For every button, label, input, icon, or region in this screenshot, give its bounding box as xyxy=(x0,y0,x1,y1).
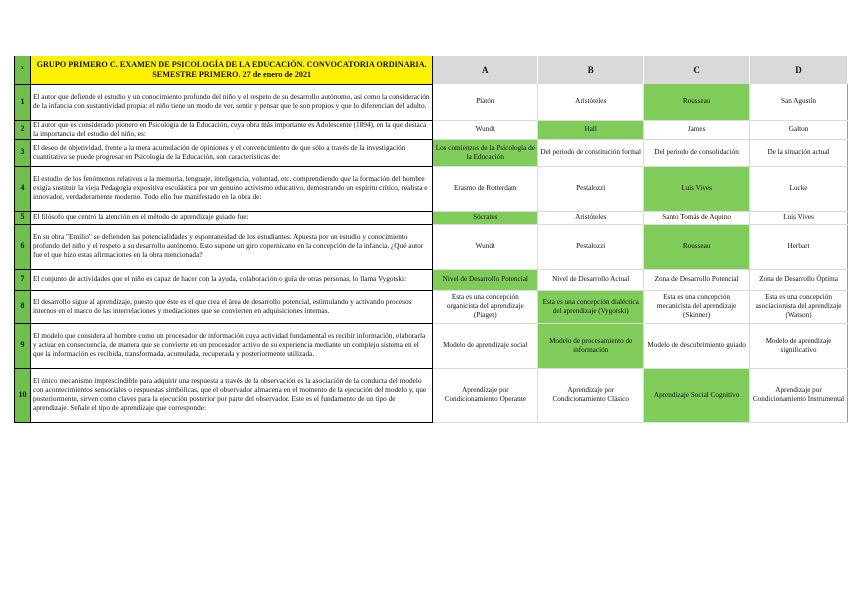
question-row xyxy=(15,224,848,269)
exam-title: GRUPO PRIMERO C. EXAMEN DE PSICOLOGÍA DE LA EDUCACIÓN. CONVOCATORIA ORDINARIA. SEMESTRE PRIMERO. 27 de enero de 2021 xyxy=(30,56,432,84)
question-text: En su obra "Emilio" se defienden las potencialidades y espontaneidad de los estudiantes. Apuesta por un estudio y conocimiento profundo del niño y el respeto a su desarrollo autónomo. Esto supone un giro copernicano en la concepción de la infancia. ¿Qué autor fue el que hizo estas afirmaciones en la obra mencionada? xyxy=(30,224,432,269)
answer-option-c: Santo Tomás de Aquino xyxy=(644,211,750,224)
answer-option-d: Luis Vives xyxy=(750,211,848,224)
answer-option-a: Nivel de Desarrollo Potencial xyxy=(433,269,538,290)
answer-option-d: Zona de Desarrollo Óptima xyxy=(750,269,848,290)
question-row xyxy=(15,166,848,211)
question-row xyxy=(15,120,848,139)
answer-option-d: Galton xyxy=(750,120,848,139)
question-row xyxy=(15,290,848,323)
question-number: 8 xyxy=(15,290,31,323)
question-text: El autor que defiende el estudio y un conocimiento profundo del niño y el respeto de su desarrollo autónomo, así como la consideración de la infancia con sustantividad propia: el niño tiene un modo de ver, sentir y pensar que le son propios y que lo diferencian del adulto. xyxy=(30,84,432,120)
answer-option-b: Aristóteles xyxy=(538,84,644,120)
question-number: 4 xyxy=(15,166,31,211)
answer-option-d: Aprendizaje por Condicionamiento Instrumental xyxy=(750,368,848,422)
answer-option-b: Esta es una concepción dialéctica del aprendizaje (Vygotski) xyxy=(538,290,644,323)
question-number: 3 xyxy=(15,139,31,166)
question-text: El conjunto de actividades que el niño es capaz de hacer con la ayuda, colaboración o guía de otras personas, lo llama Vygotski: xyxy=(30,269,432,290)
column-header-c: C xyxy=(644,56,750,84)
question-row xyxy=(15,84,848,120)
answer-option-c: Aprendizaje Social Cognitivo xyxy=(644,368,750,422)
question-text: El único mecanismo imprescindible para adquirir una respuesta a través de la observación es la asociación de la conducta del modelo con acontecimientos sensoriales o respuestas simbólicas, que el observador almacena en el momento de la ejecución del modelo y, que posteriormente, sirven como claves para la ejecución posterior por parte del observador. Este es el fundamento de un tipo de aprendizaje. Señale el tipo de aprendizaje que corresponde: xyxy=(30,368,432,422)
exam-table xyxy=(14,56,848,423)
answer-option-c: Luis Vives xyxy=(644,166,750,211)
answer-option-b: Pestalozzi xyxy=(538,166,644,211)
answer-option-d: San Agustín xyxy=(750,84,848,120)
answer-option-c: Rousseau xyxy=(644,84,750,120)
answer-option-a: Wundt xyxy=(433,120,538,139)
question-number: 10 xyxy=(15,368,31,422)
question-row xyxy=(15,139,848,166)
question-text: El estudio de los fenómenos relativos a la memoria, lenguaje, inteligencia, voluntad, etc. comprendiendo que la formación del hombre exigía sustituir la vieja Pedagogía expositiva escolástica por un genuino activismo educativo, demostrando un espíritu crítico, realista e innovador, verdaderamente moderno. Todo ello fue manifestado en la obra de: xyxy=(30,166,432,211)
answer-option-b: Hall xyxy=(538,120,644,139)
answer-option-c: Modelo de descubrimiento guiado xyxy=(644,323,750,368)
question-text: El deseo de objetividad, frente a la mera acumulación de opiniones y el convencimiento de que sólo a través de la investigación cuantitativa se puede progresar en Psicología de la Educación, son características de: xyxy=(30,139,432,166)
answer-option-c: Del periodo de consolidación xyxy=(644,139,750,166)
answer-option-a: Platón xyxy=(433,84,538,120)
answer-option-c: Esta es una concepción mecanicista del aprendizaje (Skinner) xyxy=(644,290,750,323)
column-header-a: A xyxy=(433,56,538,84)
question-number: 9 xyxy=(15,323,31,368)
answer-option-b: Del periodo de constitución formal xyxy=(538,139,644,166)
answer-option-d: De la situación actual xyxy=(750,139,848,166)
answer-option-c: James xyxy=(644,120,750,139)
answer-option-d: Herbart xyxy=(750,224,848,269)
answer-option-a: Wundt xyxy=(433,224,538,269)
answer-option-a: Aprendizaje por Condicionamiento Operante xyxy=(433,368,538,422)
answer-option-c: Rousseau xyxy=(644,224,750,269)
answer-option-a: Modelo de aprendizaje social xyxy=(433,323,538,368)
answer-option-a: Erasmo de Rotterdam xyxy=(433,166,538,211)
question-number: 7 xyxy=(15,269,31,290)
answer-option-a: Esta es una concepción organicista del aprendizaje (Piaget) xyxy=(433,290,538,323)
question-number: 5 xyxy=(15,211,31,224)
answer-option-b: Aprendizaje por Condicionamiento Clásico xyxy=(538,368,644,422)
answer-option-d: Esta es una concepción asociacionista del aprendizaje (Watson) xyxy=(750,290,848,323)
answer-option-b: Aristóteles xyxy=(538,211,644,224)
question-text: El desarrollo sigue al aprendizaje, puesto que éste es el que crea el área de desarrollo potencial, estimulando y activando procesos internos en el marco de las interrelaciones y mediaciones que se convierten en adquisiciones internas. xyxy=(30,290,432,323)
answer-option-a: Los comienzos de la Psicología de la Educación xyxy=(433,139,538,166)
header-row xyxy=(15,56,848,84)
answer-option-a: Sócrates xyxy=(433,211,538,224)
column-header-d: D xyxy=(750,56,848,84)
question-row xyxy=(15,269,848,290)
answer-option-b: Nivel de Desarrollo Actual xyxy=(538,269,644,290)
answer-option-b: Pestalozzi xyxy=(538,224,644,269)
answer-option-d: Modelo de aprendizaje significativo xyxy=(750,323,848,368)
question-text: El modelo que considera al hombre como un procesador de información cuya actividad fundamental es recibir información, elaborarla y actuar en consecuencia, de manera que se convierte en un procesador activo de su experiencia mediante un complejo sistema en el que la información es recibida, transformada, acumulada, recuperada y posteriormente utilizada. xyxy=(30,323,432,368)
answer-option-b: Modelo de procesamiento de información xyxy=(538,323,644,368)
question-row xyxy=(15,323,848,368)
column-header-b: B xyxy=(538,56,644,84)
question-number: 1 xyxy=(15,84,31,120)
question-row xyxy=(15,368,848,422)
header-num-cell: x xyxy=(15,56,31,84)
question-number: 6 xyxy=(15,224,31,269)
question-text: El autor que es considerado pionero en Psicología de la Educación, cuya obra más importante es Adolescente (1894), en la que destaca la importancia del estudio del niño, es: xyxy=(30,120,432,139)
question-text: El filósofo que centró la atención en el método de aprendizaje guiado fue: xyxy=(30,211,432,224)
question-number: 2 xyxy=(15,120,31,139)
answer-option-c: Zona de Desarrollo Potencial xyxy=(644,269,750,290)
answer-option-d: Locke xyxy=(750,166,848,211)
question-row xyxy=(15,211,848,224)
